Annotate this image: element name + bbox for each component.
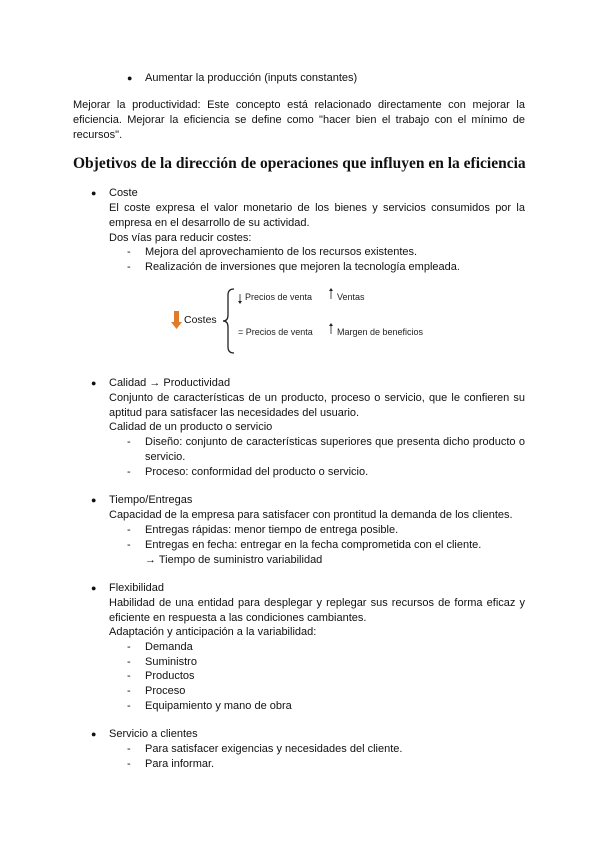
tiempo-item-1: Entregas rápidas: menor tiempo de entrega posible. <box>145 524 399 536</box>
calidad-item-2: Proceso: conformidad del producto o servicio. <box>145 466 369 478</box>
coste-heading: Coste <box>109 187 138 199</box>
productividad-line-3: recursos". <box>73 129 123 141</box>
costes-label: Costes <box>184 314 217 326</box>
row1-right: Ventas <box>337 292 365 302</box>
tiempo-line: Capacidad de la empresa para satisfacer con prontitud la demanda de los clientes. <box>109 509 513 521</box>
flexibilidad-item-4: Proceso <box>145 685 186 697</box>
curly-brace-icon <box>223 289 234 353</box>
flexibilidad-line-1: Habilidad de una entidad para desplegar y replegar sus recursos de forma eficaz y <box>109 597 525 609</box>
flexibilidad-intro: Adaptación y anticipación a la variabilidad: <box>109 626 317 638</box>
calidad-line-1: Conjunto de características de un producto, proceso o servicio, que le confieren su <box>109 392 525 404</box>
row2-left: = Precios de venta <box>238 327 313 337</box>
calidad-intro: Calidad de un producto o servicio <box>109 421 273 433</box>
top-bullet-text: Aumentar la producción (inputs constantes) <box>145 72 358 84</box>
orange-down-arrow-icon <box>171 311 182 329</box>
small-up-arrow-icon <box>329 288 333 299</box>
coste-intro: Dos vías para reducir costes: <box>109 232 252 244</box>
dash: - <box>127 524 131 536</box>
dash: - <box>127 246 131 258</box>
coste-item-2: Realización de inversiones que mejoren la tecnología empleada. <box>145 261 460 273</box>
flexibilidad-item-3: Productos <box>145 670 195 682</box>
servicio-heading: Servicio a clientes <box>109 728 198 740</box>
calidad-item-1-line-1: Diseño: conjunto de características superiores que presenta dicho producto o <box>145 436 525 448</box>
dash: - <box>127 466 131 478</box>
calidad-line-2: aptitud para satisfacer las necesidades del usuario. <box>109 407 360 419</box>
dash: - <box>127 436 131 448</box>
flexibilidad-item-5: Equipamiento y mano de obra <box>145 700 292 712</box>
servicio-item-1: Para satisfacer exigencias y necesidades del cliente. <box>145 743 403 755</box>
dash: - <box>127 261 131 273</box>
bullet-dot: ● <box>91 729 97 739</box>
coste-line-2: empresa en el desarrollo de su actividad. <box>109 217 310 229</box>
costes-diagram <box>170 285 440 357</box>
bullet-dot: ● <box>91 378 97 388</box>
tiempo-note: → Tiempo de suministro variabilidad <box>145 554 323 566</box>
coste-line-1: El coste expresa el valor monetario de los bienes y servicios consumidos por la <box>109 202 525 214</box>
dash: - <box>127 539 131 551</box>
calidad-heading: Calidad → Productividad <box>109 377 231 389</box>
coste-item-1: Mejora del aprovechamiento de los recursos existentes. <box>145 246 418 258</box>
row2-right: Margen de beneficios <box>337 327 424 337</box>
bullet-dot: ● <box>91 583 97 593</box>
flexibilidad-item-2: Suministro <box>145 656 197 668</box>
productividad-line-2: eficiencia. Mejorar la eficiencia se define como "hacer bien el trabajo con el mínimo de <box>73 114 525 126</box>
small-down-arrow-icon <box>238 294 242 304</box>
tiempo-item-2: Entregas en fecha: entregar en la fecha comprometida con el cliente. <box>145 539 482 551</box>
small-up-arrow-icon <box>329 323 333 334</box>
bullet-dot: ● <box>91 495 97 505</box>
dash: - <box>127 758 131 770</box>
servicio-item-2: Para informar. <box>145 758 215 770</box>
dash: - <box>127 670 131 682</box>
flexibilidad-line-2: eficiente en respuesta a las condiciones cambiantes. <box>109 612 367 624</box>
calidad-item-1-line-2: servicio. <box>145 451 186 463</box>
dash: - <box>127 743 131 755</box>
dash: - <box>127 685 131 697</box>
row1-left: Precios de venta <box>245 292 313 302</box>
flexibilidad-heading: Flexibilidad <box>109 582 165 594</box>
productividad-line-1: Mejorar la productividad: Este concepto está relacionado directamente con mejorar la <box>73 99 525 111</box>
section-title: Objetivos de la dirección de operaciones que influyen en la eficiencia <box>73 155 526 172</box>
dash: - <box>127 641 131 653</box>
dash: - <box>127 656 131 668</box>
dash: - <box>127 700 131 712</box>
flexibilidad-item-1: Demanda <box>145 641 193 653</box>
bullet-dot: ● <box>91 188 97 198</box>
bullet-dot: ● <box>127 73 133 83</box>
tiempo-heading: Tiempo/Entregas <box>109 494 193 506</box>
